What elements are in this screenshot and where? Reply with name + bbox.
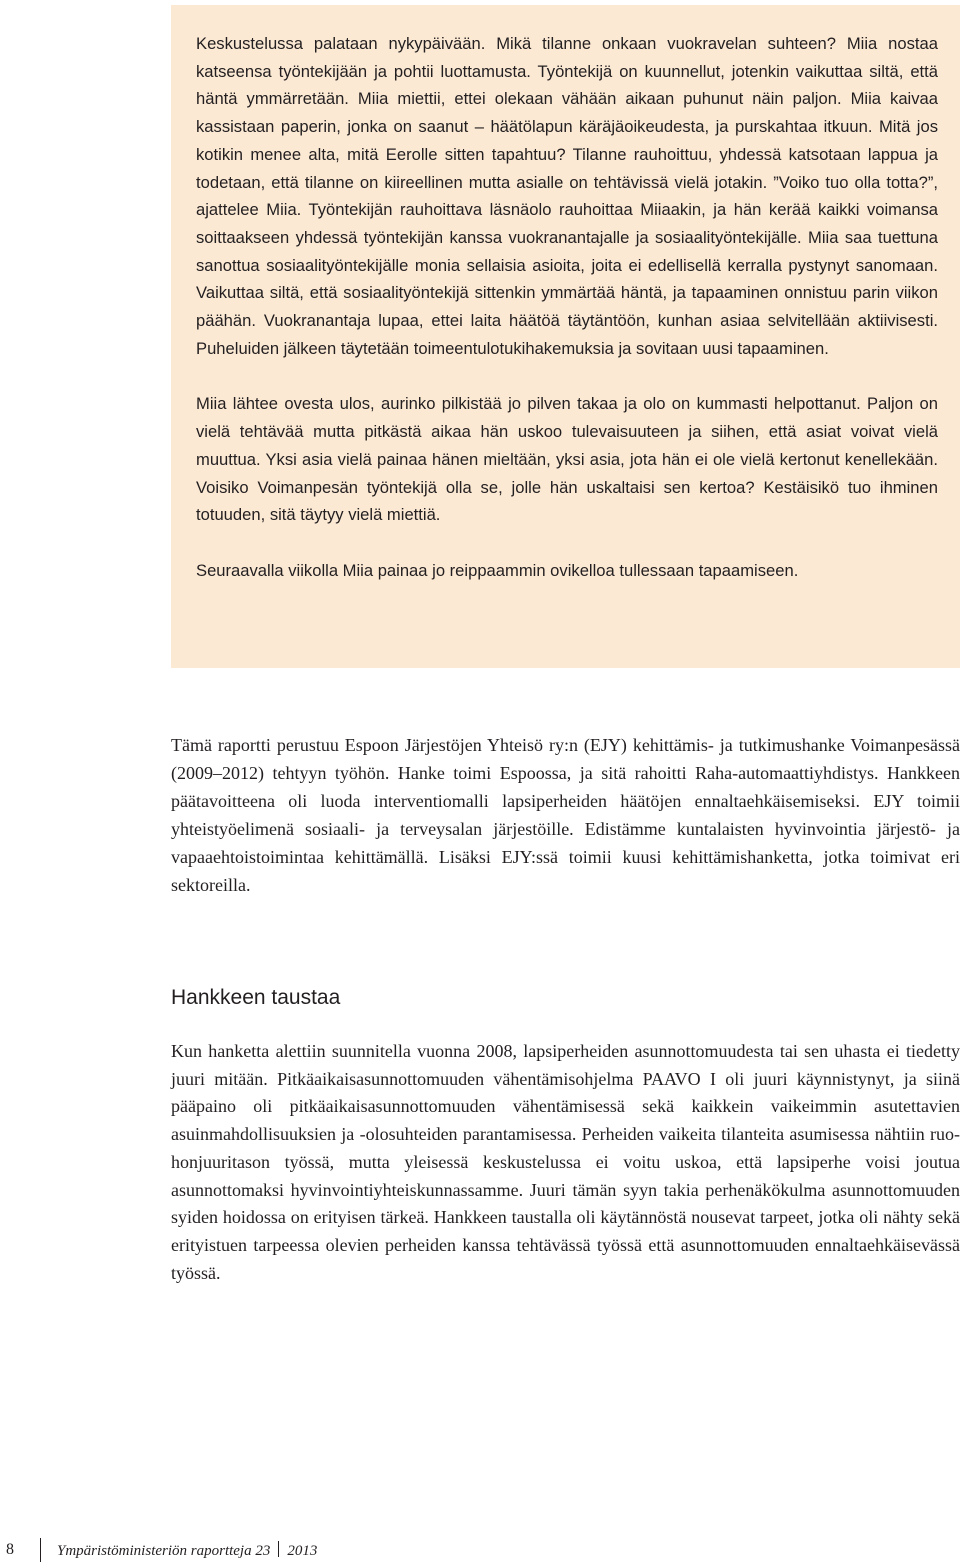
story-paragraph-3: Seuraavalla viikolla Miia painaa jo reippaammin ovikelloa tullessaan tapaamiseen. (196, 560, 799, 580)
footer-divider (40, 1538, 41, 1562)
story-box (171, 5, 960, 668)
page-footer (0, 1538, 960, 1562)
story-paragraph-1: Keskustelussa palataan nykypäivään. Mikä tilanne onkaan vuokravelan suhteen? Miia nostaa katseensa työntekijään ja pohtii luottamusta. Työntekijä on kuunnellut, jotenkin vaikuttaa siltä, että häntä ymmärretään. Miia miettii, ettei olekaan vähään aikaan puhunut näin paljon. Miia kaivaa kassistaan paperin, jonka on saanut – häätölapun käräjäoikeudesta, ja purskahtaa itkuun. Mitä jos kotikin menee alta, mitä Eerolle sitten tapahtuu? Tilanne rauhoittuu, yhdessä katsotaan lappua ja todetaan, että tilanne on kiireellinen mutta asialle on tehtävissä vielä jotakin. ”Voiko tuo olla totta?”, ajattelee Miia. Työntekijän rauhoittava läsnäolo rauhoittaa Miiaakin, ja hän kerää kaikki voimansa soittaakseen yhdessä työntekijän kanssa vuokranantajalle ja sosiaalityöntekijälle. Miia saa tuettuna sanottua sosiaalityöntekijälle monia sellaisia asioita, joita ei edellisellä kerralla pystynyt sanomaan. Vaikuttaa siltä, että sosiaalityöntekijä sittenkin ymmärtää häntä, ja tapaaminen onnistuu parin viikon päähän. Vuokranantaja lupaa, ettei laita häätöä täytäntöön, kunhan asiaa selvitellään aktiivisesti. Puheluiden jälkeen täytetään toimeentulotukihakemuksia ja sovitaan uusi tapaaminen. (196, 34, 938, 358)
publication-name: Ympäristöministeriön raportteja 23 (57, 1543, 271, 1559)
page-number: 8 (6, 1541, 14, 1558)
section-body: Kun hanketta alettiin suunnitella vuonna 2008, lapsiperheiden asunnottomuudesta tai sen uhasta ei tiedetty juuri mitään. Pitkäaikaisasunnottomuuden vähentämisohjelma PAAVO I oli juuri käynnistynyt, ja siinä pääpaino oli pitkäaikaisasunnottomuuden vähentämisessä sekä kaikkein vaikeimmin asutettavien asuinmahdollisuuksien ja -olosuhteiden parantamisessa. Perheiden vaikeita tilanteita asumisessa nähtiin ruohonjuuritason työssä, mutta yleisessä keskustelussa ei voitu uskoa, että lapsiperhe voisi joutua asunnottomaksi hyvinvointiyhteiskunnassamme. Juuri tämän syyn takia perhenäkökulma asunnottomuuden syiden hoidossa on erityisen tärkeä. Hankkeen taustalla oli käytännöstä nousevat tarpeet, jotka oli nähty sekä erityistuen tarpeessa olevien perheiden kanssa tehtävässä työssä että asunnottomuuden ennaltaehkäisevässä työssä. (171, 1041, 960, 1283)
publication-year: 2013 (287, 1543, 318, 1559)
story-paragraph-2: Miia lähtee ovesta ulos, aurinko pilkistää jo pilven takaa ja olo on kummasti helpottanut. Paljon on vielä tehtävää mutta pitkästä aikaa hän uskoo tulevaisuuteen ja siihen, että asiat voivat vielä muuttua. Yksi asia vielä painaa hänen mieltään, yksi asia, jota hän ei ole vielä kertonut kenellekään. Voisiko Voimanpesän työntekijä olla se, jolle hän uskaltaisi sen kertoa? Kestäisikö tuo ihminen totuuden, sitä täytyy vielä miettiä. (196, 394, 938, 525)
intro-paragraph: Tämä raportti perustuu Espoon Järjestöjen Yhteisö ry:n (EJY) kehittämis- ja tutkimushanke Voimanpesässä (2009–2012) tehtyyn työhön. Hanke toimi Espoossa, ja sitä rahoitti Raha-automaattiyhdistys. Hankkeen päätavoitteena oli luoda interventiomalli lapsiperheiden häätöjen ennaltaehkäisemiseksi. EJY toimii yhteistyöelimenä sosiaali- ja terveysalan järjestöille. Edistämme kuntalaisten hyvinvointia järjestö- ja vapaaehtoistoimintaa kehittämällä. Lisäksi EJY:ssä toimii kuusi kehittämishanketta, jotka toimivat eri sektoreilla. (171, 735, 960, 895)
section-title: Hankkeen taustaa (171, 986, 341, 1009)
publication-separator (278, 1541, 279, 1557)
publication-info (57, 1539, 317, 1563)
